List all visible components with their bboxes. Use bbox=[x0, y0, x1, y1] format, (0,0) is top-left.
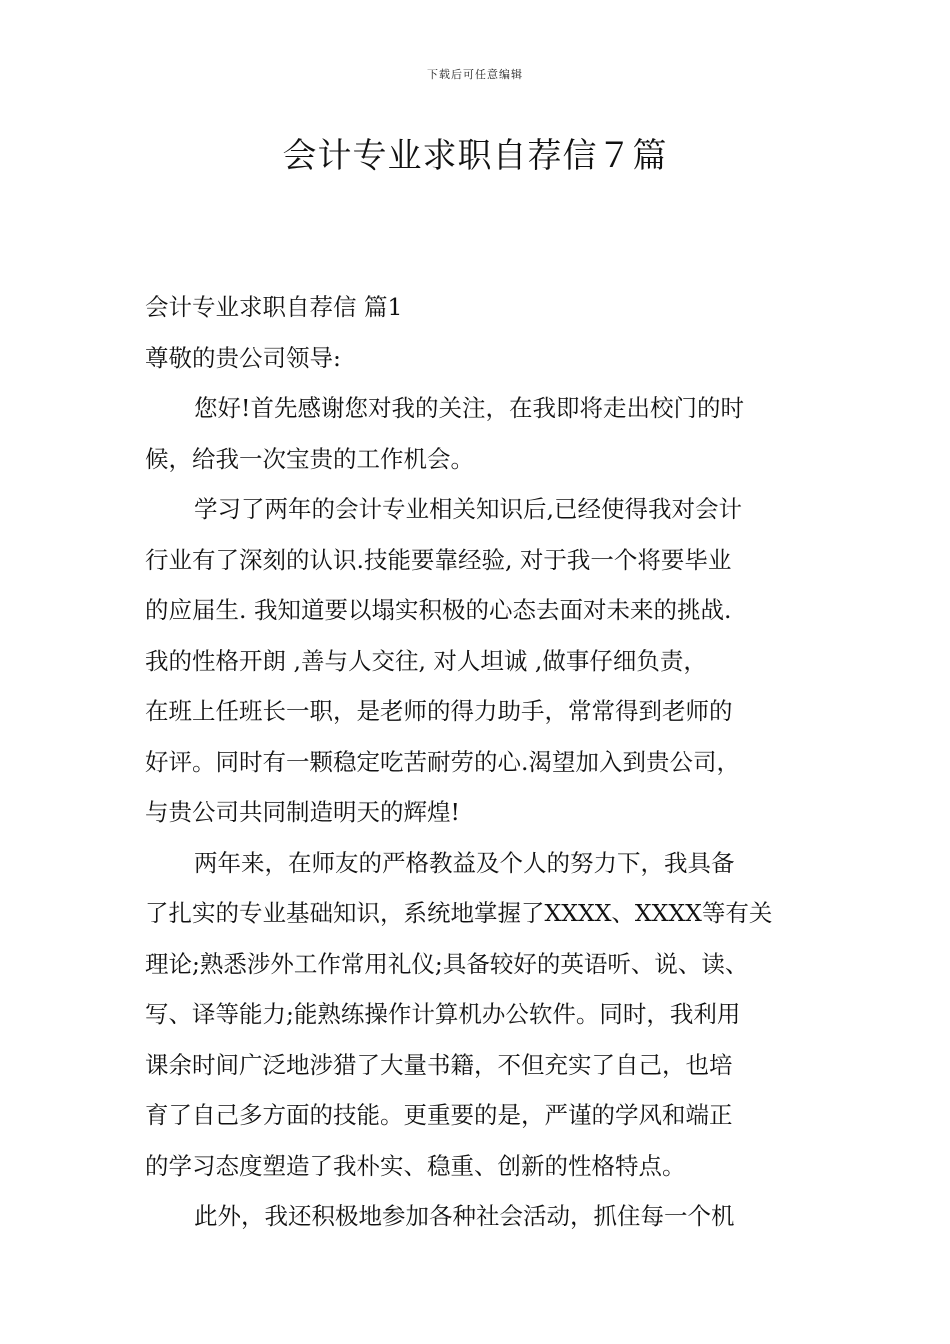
text-line: 育了自己多方面的技能。更重要的是，严谨的学风和端正 bbox=[145, 1101, 733, 1129]
text-line: 在班上任班长一职，是老师的得力助手，常常得到老师的 bbox=[145, 697, 733, 725]
text-line: 学习了两年的会计专业相关知识后,已经使得我对会计 bbox=[194, 495, 742, 523]
text-line: 两年来，在师友的严格教益及个人的努力下，我具备 bbox=[194, 848, 735, 877]
text-line: 写、译等能力;能熟练操作计算机办公软件。同时，我利用 bbox=[145, 1000, 741, 1028]
text-line: 我的性格开朗 ,善与人交往, 对人坦诚 ,做事仔细负责， bbox=[145, 646, 707, 675]
text-line: 尊敬的贵公司领导: bbox=[145, 343, 341, 372]
document-body bbox=[145, 282, 825, 1242]
text-line: 好评。同时有一颗稳定吃苦耐劳的心.渴望加入到贵公司， bbox=[145, 747, 740, 776]
text-line: 您好!首先感谢您对我的关注，在我即将走出校门的时 bbox=[194, 394, 744, 422]
text-line: 此外，我还积极地参加各种社会活动，抓住每一个机 bbox=[194, 1202, 735, 1230]
text-line: 课余时间广泛地涉猎了大量书籍，不但充实了自己，也培 bbox=[145, 1050, 733, 1079]
document-title: 会计专业求职自荐信７篇 bbox=[282, 136, 668, 176]
text-line: 候，给我一次宝贵的工作机会。 bbox=[145, 444, 474, 473]
header-note: 下载后可任意编辑 bbox=[427, 68, 523, 81]
text-line: 理论;熟悉涉外工作常用礼仪;具备较好的英语听、说、读、 bbox=[145, 949, 749, 978]
text-line: 的学习态度塑造了我朴实、稳重、创新的性格特点。 bbox=[145, 1151, 686, 1180]
text-line: 了扎实的专业基础知识，系统地掌握了XXXX、XXXX等有关 bbox=[145, 899, 773, 927]
text-line: 行业有了深刻的认识.技能要靠经验, 对于我一个将要毕业 bbox=[145, 545, 732, 574]
text-line: 与贵公司共同制造明天的辉煌! bbox=[145, 798, 460, 826]
text-line: 的应届生. 我知道要以塌实积极的心态去面对未来的挑战. bbox=[145, 596, 732, 624]
text-line: 会计专业求职自荐信 篇1 bbox=[145, 293, 403, 321]
